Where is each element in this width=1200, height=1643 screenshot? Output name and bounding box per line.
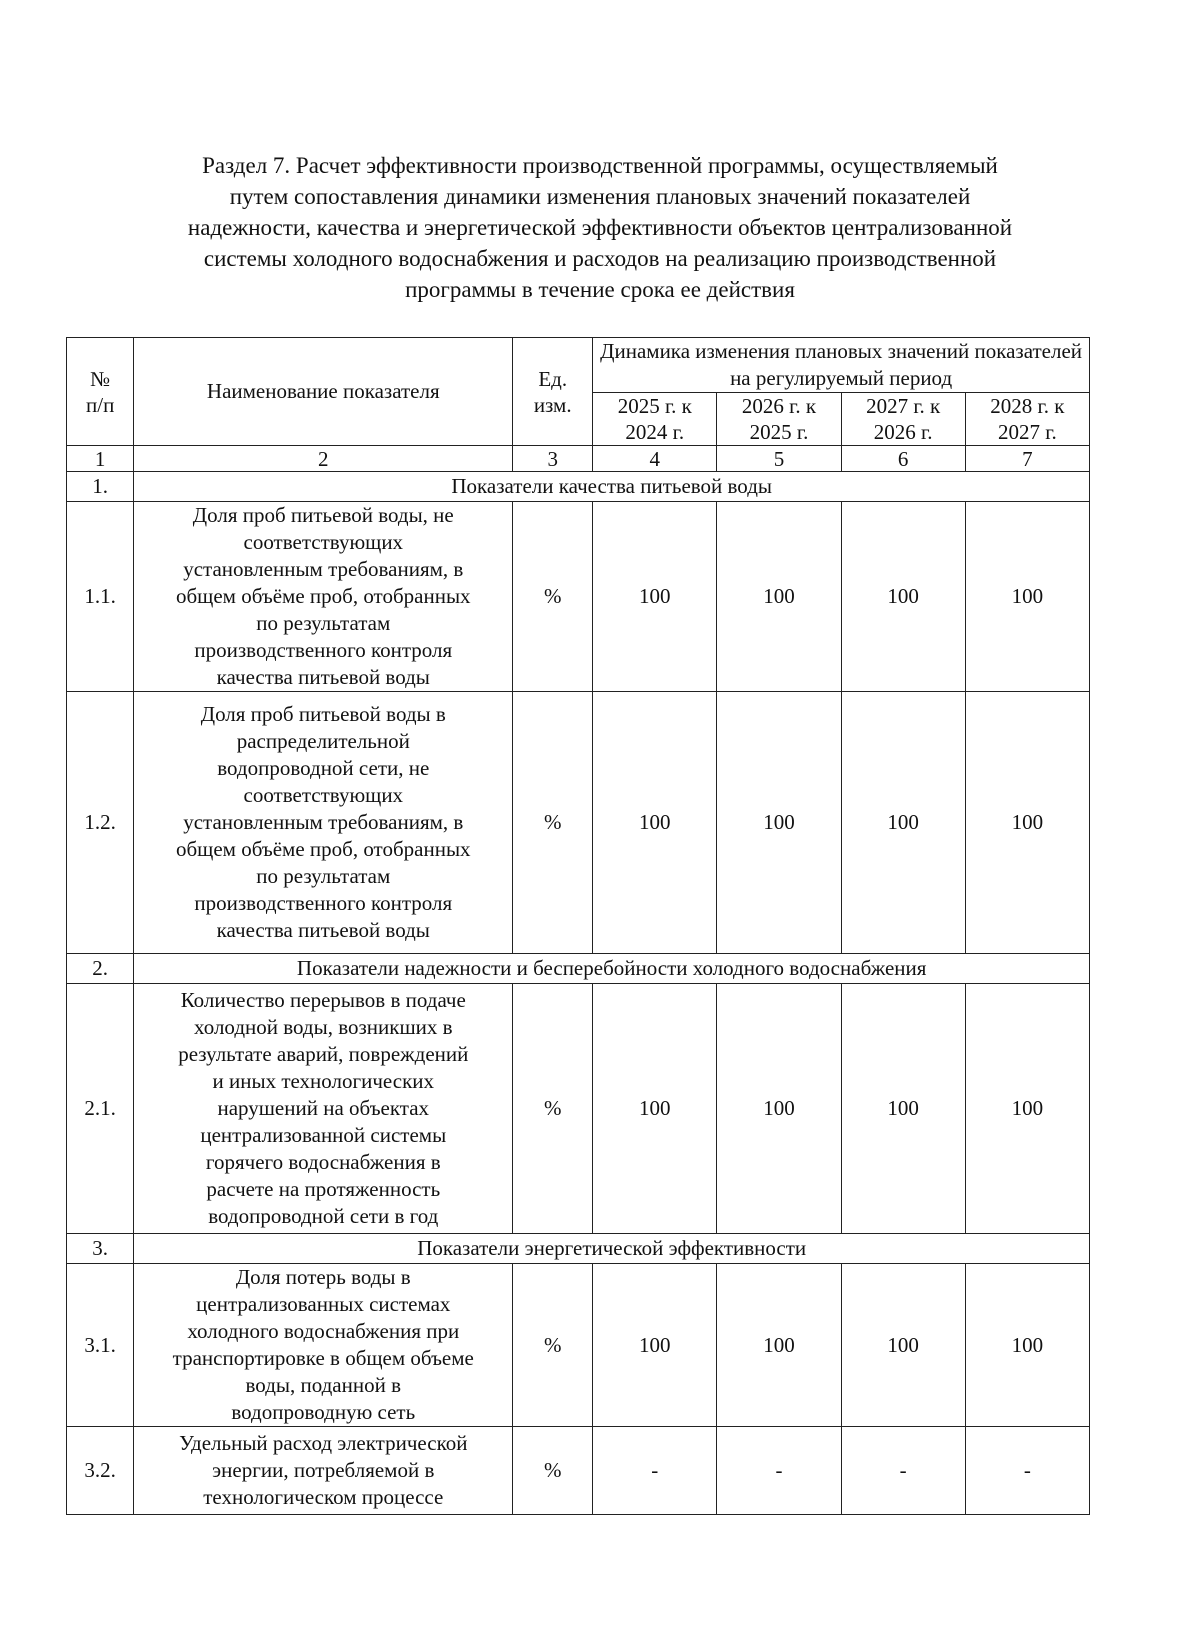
value-cell: 100 xyxy=(965,984,1089,1234)
unit-cell: % xyxy=(513,692,593,954)
header-no: № п/п xyxy=(67,338,134,446)
value-cell: - xyxy=(593,1427,717,1515)
heading-line: Раздел 7. Расчет эффективности производственной программы, осуществляемый xyxy=(202,153,998,178)
header-year: 2028 г. к 2027 г. xyxy=(965,393,1089,446)
indicator-name: Доля проб питьевой воды в распределительной водопроводной сети, не соответствующих установленным требованиям, в общем объёме проб, отобранных по результатам производственного контроля качества питьевой воды xyxy=(134,692,513,954)
value-cell: - xyxy=(717,1427,841,1515)
value-cell: 100 xyxy=(717,692,841,954)
value-cell: 100 xyxy=(841,1264,965,1427)
section-row xyxy=(67,472,1090,502)
column-number: 7 xyxy=(965,446,1089,472)
table-row xyxy=(67,1264,1090,1427)
value-cell: 100 xyxy=(593,692,717,954)
value-cell: 100 xyxy=(841,502,965,692)
column-number: 4 xyxy=(593,446,717,472)
header-unit: Ед. изм. xyxy=(513,338,593,446)
column-number: 5 xyxy=(717,446,841,472)
section-title: Показатели качества питьевой воды xyxy=(134,472,1090,502)
value-cell: 100 xyxy=(841,692,965,954)
value-cell: 100 xyxy=(717,1264,841,1427)
indicator-name: Доля проб питьевой воды, не соответствующих установленным требованиям, в общем объёме проб, отобранных по результатам производственного контроля качества питьевой воды xyxy=(134,502,513,692)
row-number: 3.2. xyxy=(67,1427,134,1515)
value-cell: - xyxy=(841,1427,965,1515)
value-cell: - xyxy=(965,1427,1089,1515)
indicators-table xyxy=(66,337,1090,1515)
section-title: Показатели надежности и бесперебойности холодного водоснабжения xyxy=(134,954,1090,984)
row-number: 1.1. xyxy=(67,502,134,692)
value-cell: 100 xyxy=(717,984,841,1234)
indicator-name: Количество перерывов в подаче холодной воды, возникших в результате аварий, повреждений и иных технологических нарушений на объектах централизованной системы горячего водоснабжения в расчете на протяженность водопроводной сети в год xyxy=(134,984,513,1234)
column-number: 3 xyxy=(513,446,593,472)
value-cell: 100 xyxy=(965,1264,1089,1427)
section-title: Показатели энергетической эффективности xyxy=(134,1234,1090,1264)
table-row xyxy=(67,1427,1090,1515)
column-number: 1 xyxy=(67,446,134,472)
header-year: 2026 г. к 2025 г. xyxy=(717,393,841,446)
row-number: 1.2. xyxy=(67,692,134,954)
column-number-row xyxy=(67,446,1090,472)
heading-line: программы в течение срока ее действия xyxy=(405,277,795,302)
value-cell: 100 xyxy=(841,984,965,1234)
value-cell: 100 xyxy=(593,502,717,692)
table-row xyxy=(67,692,1090,954)
section-number: 3. xyxy=(67,1234,134,1264)
section-row xyxy=(67,1234,1090,1264)
section-number: 1. xyxy=(67,472,134,502)
table-row xyxy=(67,984,1090,1234)
table-row xyxy=(67,502,1090,692)
row-number: 3.1. xyxy=(67,1264,134,1427)
unit-cell: % xyxy=(513,1264,593,1427)
unit-cell: % xyxy=(513,1427,593,1515)
heading-line: путем сопоставления динамики изменения плановых значений показателей xyxy=(229,184,971,209)
header-year: 2027 г. к 2026 г. xyxy=(841,393,965,446)
section-row xyxy=(67,954,1090,984)
header-year: 2025 г. к 2024 г. xyxy=(593,393,717,446)
value-cell: 100 xyxy=(965,692,1089,954)
column-number: 2 xyxy=(134,446,513,472)
unit-cell: % xyxy=(513,502,593,692)
value-cell: 100 xyxy=(965,502,1089,692)
row-number: 2.1. xyxy=(67,984,134,1234)
indicator-name: Удельный расход электрической энергии, потребляемой в технологическом процессе xyxy=(134,1427,513,1515)
value-cell: 100 xyxy=(593,1264,717,1427)
section-heading xyxy=(140,150,1060,305)
header-dynamics: Динамика изменения плановых значений показателей на регулируемый период xyxy=(593,338,1090,393)
heading-line: системы холодного водоснабжения и расходов на реализацию производственной xyxy=(203,246,997,271)
value-cell: 100 xyxy=(593,984,717,1234)
indicator-name: Доля потерь воды в централизованных системах холодного водоснабжения при транспортировке в общем объеме воды, поданной в водопроводную сеть xyxy=(134,1264,513,1427)
section-number: 2. xyxy=(67,954,134,984)
heading-line: надежности, качества и энергетической эффективности объектов централизованной xyxy=(187,215,1013,240)
header-name: Наименование показателя xyxy=(134,338,513,446)
value-cell: 100 xyxy=(717,502,841,692)
unit-cell: % xyxy=(513,984,593,1234)
column-number: 6 xyxy=(841,446,965,472)
